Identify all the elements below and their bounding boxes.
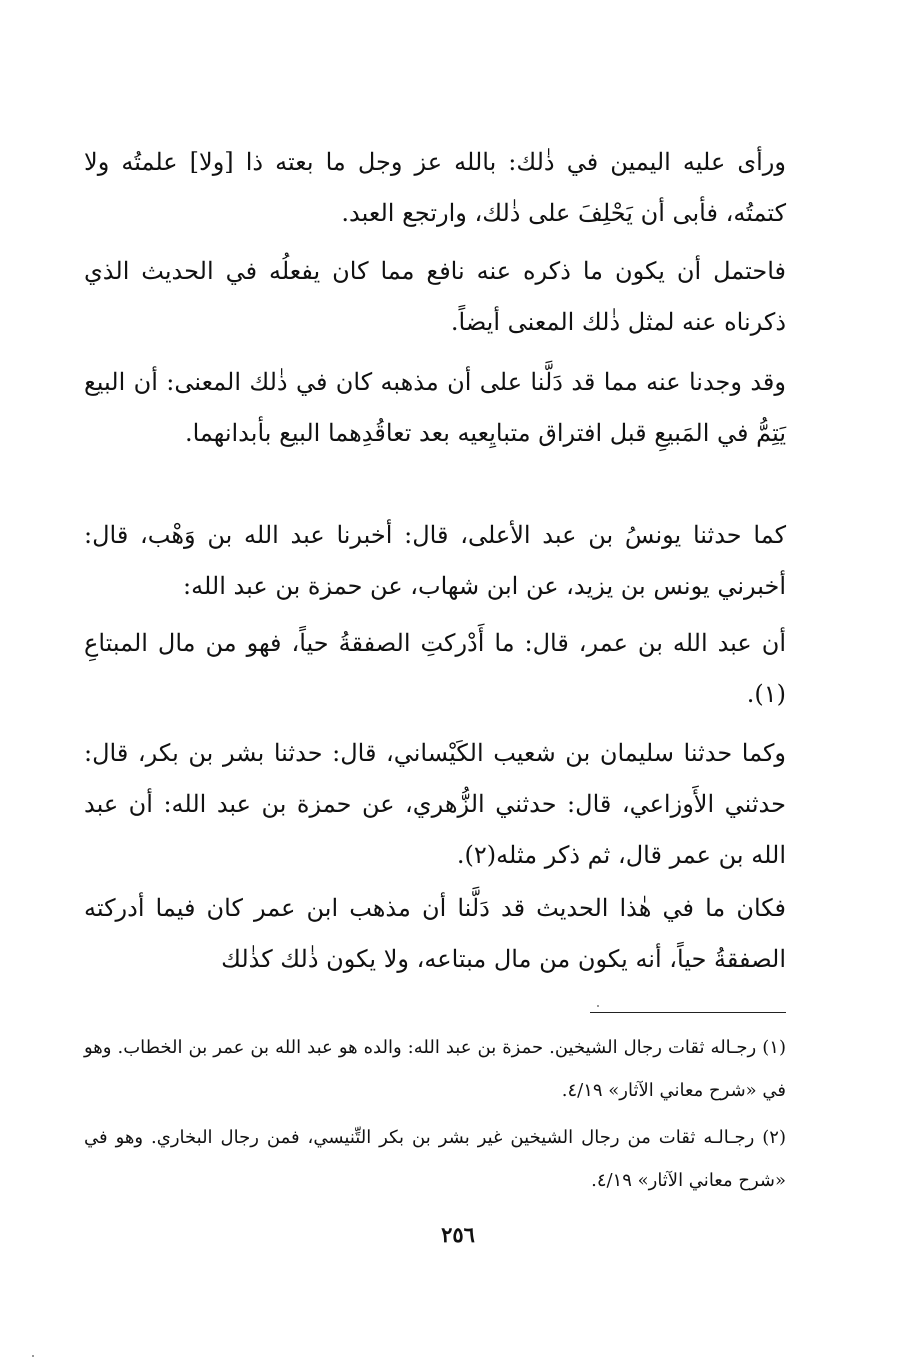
page-number: ٢٥٦ [441, 1222, 475, 1247]
paragraph-4: كما حدثنا يونسُ بن عبد الأعلى، قال: أخبرنا عبد الله بن وَهْب، قال: أخبرني يونس بن يزيد، عن ابن شهاب، عن حمزة بن عبد الله: [84, 521, 786, 600]
scan-speck [597, 1005, 599, 1007]
scan-speck [32, 1355, 34, 1357]
footnote-divider [590, 1012, 786, 1013]
paragraph-7: فكان ما في هٰذا الحديث قد دَلَّنا أن مذهب ابن عمر كان فيما أدركته الصفقةُ حياً، أنه يكون من مال مبتاعه، ولا يكون ذٰلك كذٰلك [84, 894, 786, 973]
paragraph-6: وكما حدثنا سليمان بن شعيب الكَيْساني، قال: حدثنا بشر بن بكر، قال: حدثني الأَوزاعي، قال: حدثني الزُّهري، عن حمزة بن عبد الله: أن عبد الله بن عمر قال، ثم ذكر مثله(٢). [84, 739, 786, 869]
footnote-1: (١) رجـاله ثقات رجال الشيخين. حمزة بن عبد الله: والده هو عبد الله بن عمر بن الخطاب. وهو في «شرح معاني الآثار» ٤/١٩. [84, 1037, 786, 1101]
paragraph-2: فاحتمل أن يكون ما ذكره عنه نافع مما كان يفعلُه في الحديث الذي ذكرناه عنه لمثل ذٰلك المعنى أيضاً. [84, 257, 786, 336]
main-text [84, 0, 786, 1000]
paragraph-3: وقد وجدنا عنه مما قد دَلَّنا على أن مذهبه كان في ذٰلك المعنى: أن البيع يَتِمُّ في المَبيعِ قبل افتراق متبايِعيه بعد تعاقُدِهما البيع بأبدانهما. [84, 368, 786, 447]
footnote-2: (٢) رجـالـه ثقات من رجال الشيخين غير بشر بن بكر التِّنيسي، فمن رجال البخاري. وهو في «شرح معاني الآثار» ٤/١٩. [84, 1127, 786, 1191]
paragraph-5: أن عبد الله بن عمر، قال: ما أَدْركتِ الصفقةُ حياً، فهو من مال المبتاعِ (١). [84, 629, 786, 708]
paragraph-1: ورأى عليه اليمين في ذٰلك: بالله عز وجل ما بعته ذا [ولا] علمتُه ولا كتمتُه، فأبى أن يَحْلِفَ على ذٰلك، وارتجع العبد. [84, 148, 786, 227]
